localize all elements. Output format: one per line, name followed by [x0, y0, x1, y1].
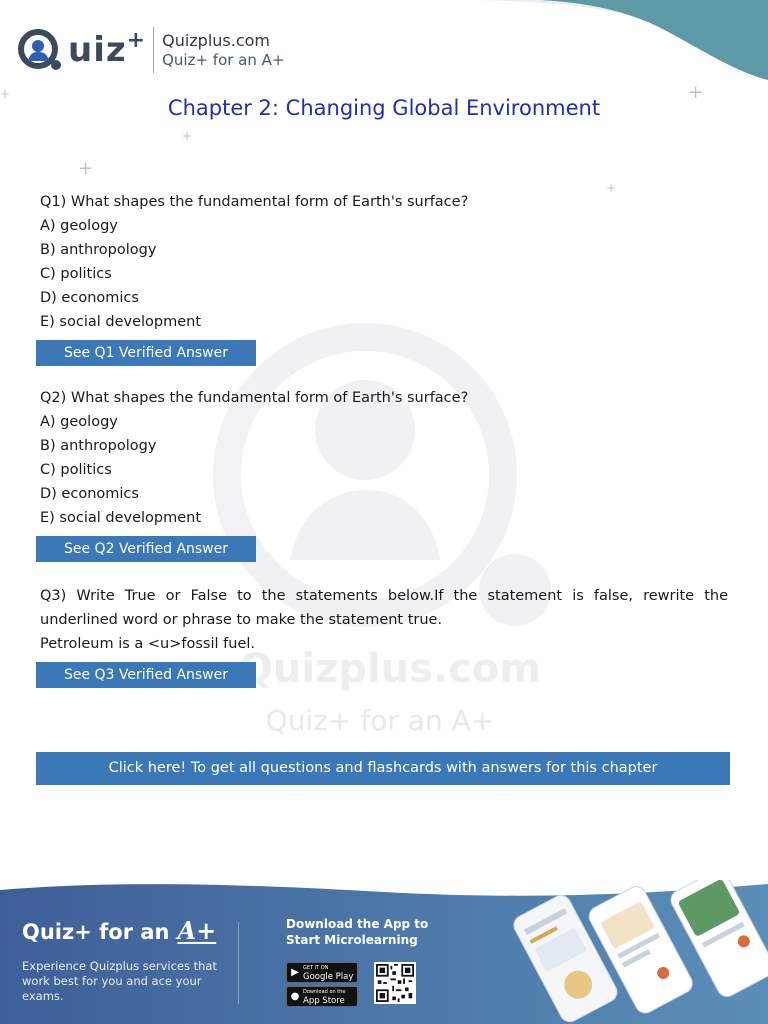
google-play-small: GET IT ON [303, 964, 329, 971]
apple-icon: ● [290, 991, 300, 1002]
google-play-badge[interactable] [286, 962, 358, 983]
question-text: Q1) What shapes the fundamental form of Earth's surface? [40, 194, 469, 210]
question-list [40, 190, 728, 688]
logo-text: uiz [68, 30, 127, 70]
footer-divider [238, 922, 239, 1004]
option-e: E) social development [40, 314, 202, 330]
google-play-labels [303, 964, 353, 982]
decorative-plus-icon: + [182, 129, 193, 143]
see-q3-answer-button[interactable]: See Q3 Verified Answer [36, 662, 256, 688]
download-block [286, 916, 466, 1010]
decorative-plus-icon: + [0, 87, 11, 101]
footer-slogan-block [22, 916, 232, 1004]
question-3 [40, 584, 728, 688]
qr-code-icon[interactable] [374, 962, 416, 1004]
app-store-small: Download on the [303, 988, 346, 995]
app-store-labels [303, 988, 345, 1006]
decorative-plus-icon: + [606, 181, 617, 195]
option-a: A) geology [40, 218, 118, 234]
quizplus-logo[interactable] [16, 25, 145, 75]
watermark-tagline: Quiz+ for an A+ [265, 704, 495, 737]
site-tagline: Quiz+ for an A+ [162, 51, 285, 69]
option-e: E) social development [40, 510, 202, 526]
option-b: B) anthropology [40, 242, 157, 258]
app-phones-illustration [505, 880, 768, 1024]
footer-slogan-text: Quiz+ for an [22, 920, 170, 944]
option-d: D) economics [40, 290, 139, 306]
option-a: A) geology [40, 414, 118, 430]
see-q2-answer-button[interactable]: See Q2 Verified Answer [36, 536, 256, 562]
header-divider [153, 27, 154, 73]
store-badges [286, 962, 466, 1010]
footer-slogan [22, 916, 232, 945]
question-1 [40, 190, 728, 366]
option-b: B) anthropology [40, 438, 157, 454]
store-column [286, 962, 358, 1010]
question-text: Q3) Write True or False to the statements below.If the statement is false, rewrite the underlined word or phrase to make the statement true. [40, 588, 728, 628]
question-2 [40, 386, 728, 562]
app-promo-footer [0, 880, 768, 1024]
option-d: D) economics [40, 486, 139, 502]
get-all-questions-button[interactable]: Click here! To get all questions and flashcards with answers for this chapter [36, 752, 730, 785]
site-name[interactable]: Quizplus.com [162, 31, 271, 50]
app-store-badge[interactable] [286, 986, 358, 1007]
logo-plus: + [126, 27, 146, 53]
download-line-2: Start Microlearning [286, 933, 418, 947]
question-statement: Petroleum is a <u>fossil fuel. [40, 636, 256, 652]
site-header [16, 22, 284, 78]
quiz-q-icon [16, 25, 66, 75]
download-line-1: Download the App to [286, 917, 429, 931]
watermark-site: Quizplus.com [238, 646, 542, 692]
google-play-icon: ▶ [291, 967, 299, 978]
footer-aplus: A+ [177, 916, 217, 945]
decorative-plus-icon: + [78, 158, 94, 179]
option-c: C) politics [40, 266, 112, 282]
google-play-label: Google Play [303, 971, 354, 982]
question-text: Q2) What shapes the fundamental form of Earth's surface? [40, 390, 469, 406]
decorative-wave [478, 0, 768, 110]
chapter-title: Chapter 2: Changing Global Environment [167, 96, 601, 120]
footer-description: Experience Quizplus services that work best for you and ace your exams. [22, 959, 217, 1003]
app-store-label: App Store [303, 995, 345, 1006]
option-c: C) politics [40, 462, 112, 478]
site-block [162, 31, 284, 69]
decorative-plus-icon: + [688, 82, 704, 103]
see-q1-answer-button[interactable]: See Q1 Verified Answer [36, 340, 256, 366]
